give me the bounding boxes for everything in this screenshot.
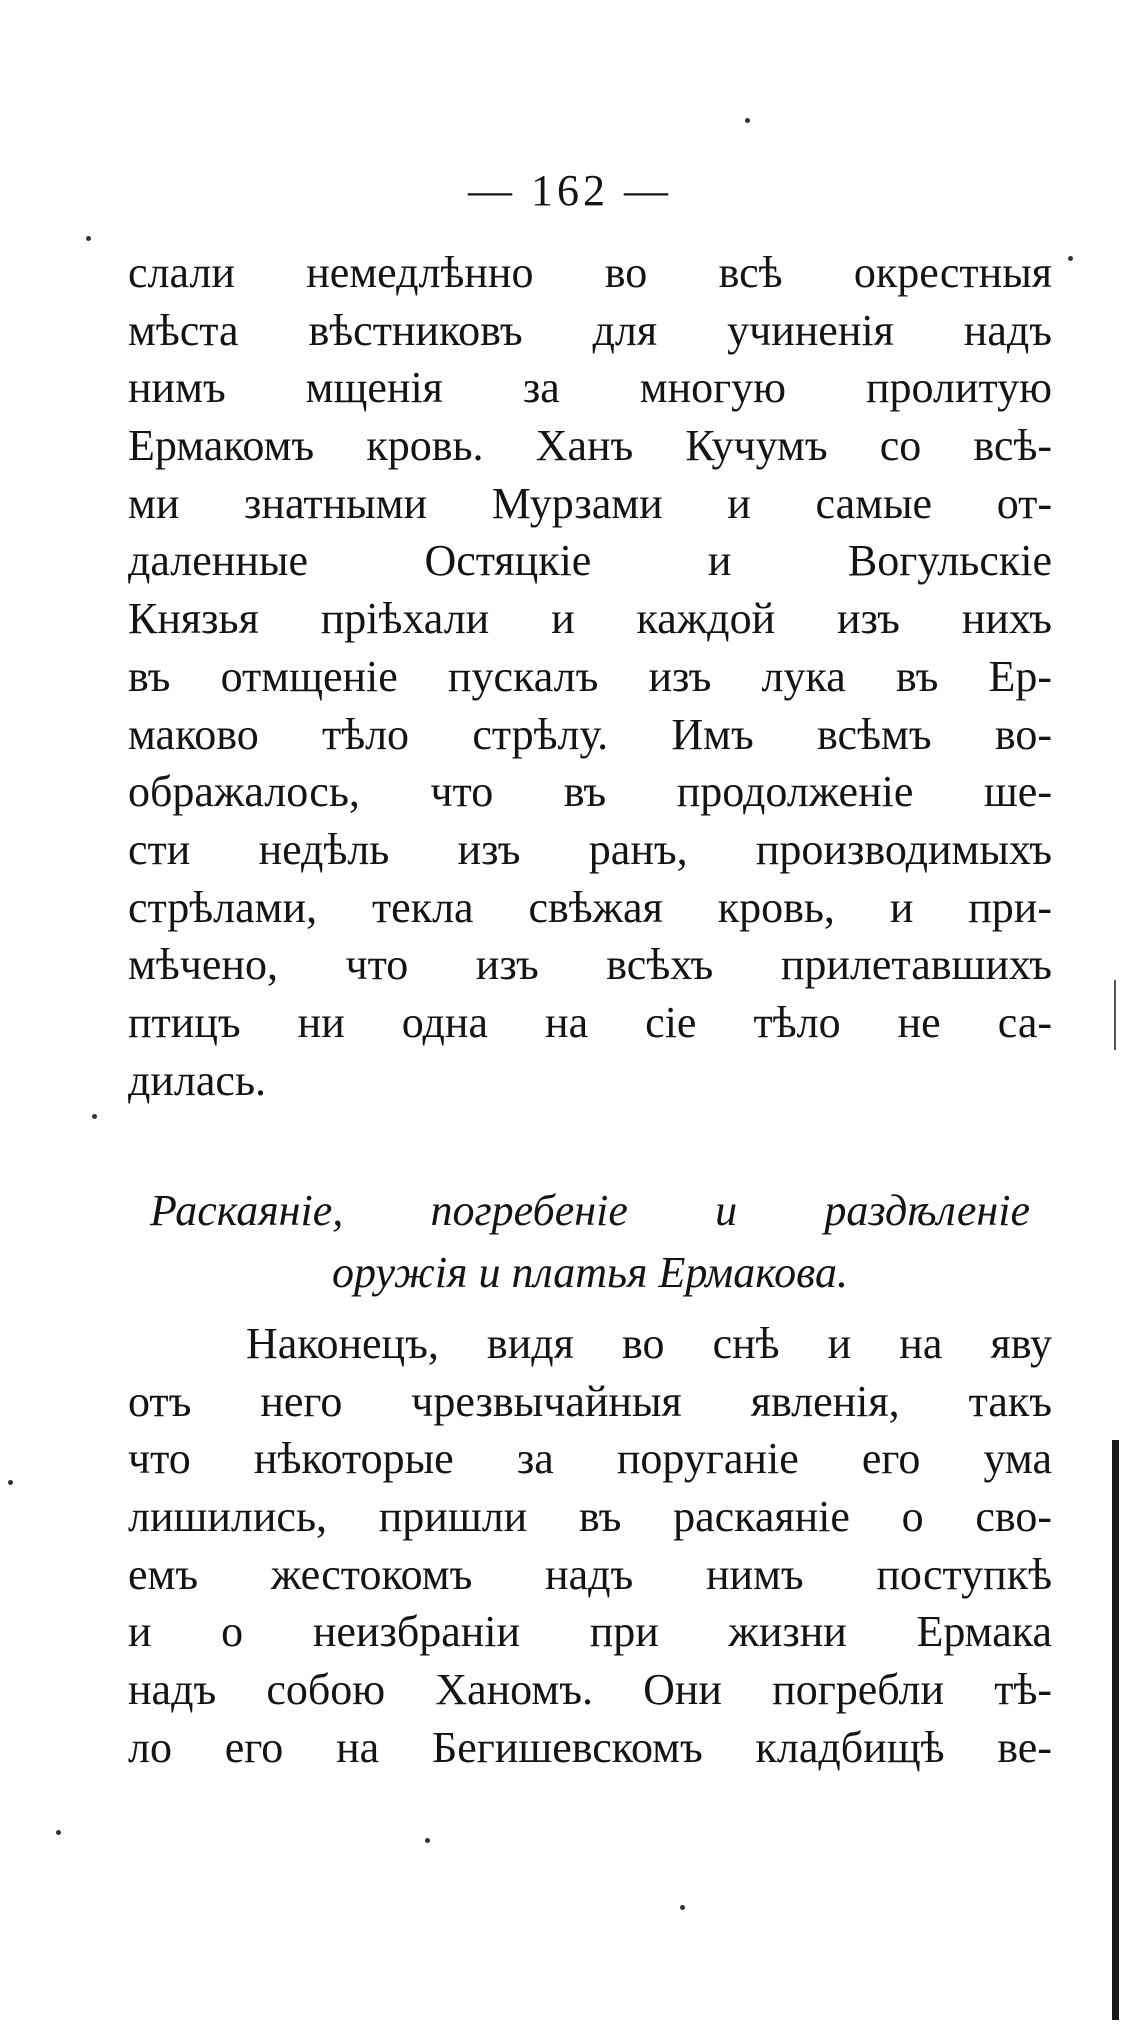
text-line: дилась.	[128, 1055, 267, 1105]
paragraph-2	[128, 1315, 1052, 1777]
paper-speck	[86, 236, 91, 241]
text-line: нимъ мщенія за многую пролитую	[128, 363, 1052, 413]
text-line: ми знатными Мурзами и самые от-	[128, 478, 1052, 528]
text-line: надъ собою Ханомъ. Они погребли тѣ-	[128, 1665, 1052, 1715]
text-line: емъ жестокомъ надъ нимъ поступкѣ	[128, 1549, 1052, 1599]
paper-speck	[680, 1905, 685, 1910]
paper-speck	[1068, 256, 1073, 261]
text-line: Наконецъ, видя во снѣ и на яву	[246, 1319, 1052, 1368]
page-edge-shadow	[1114, 980, 1116, 1050]
paper-speck	[8, 1480, 13, 1485]
paper-speck	[425, 1838, 430, 1843]
text-line: отъ него чрезвычайныя явленія, такъ	[128, 1376, 1052, 1426]
paragraph-1	[128, 244, 1052, 1109]
paper-speck	[92, 1114, 97, 1119]
heading-line: Раскаяніе, погребеніе и раздѣленіе	[150, 1186, 1030, 1235]
text-line: даленные Остяцкіе и Вогульскіе	[128, 536, 1052, 586]
text-line: ло его на Бегишевскомъ кладбищѣ ве-	[128, 1722, 1052, 1772]
text-line: и о неизбраніи при жизни Ермака	[128, 1607, 1052, 1657]
text-line: въ отмщеніе пускалъ изъ лука въ Ер-	[128, 651, 1052, 701]
text-line: лишились, пришли въ раскаяніе о сво-	[128, 1492, 1052, 1542]
page-edge-shadow	[1112, 1440, 1119, 2020]
text-line: маково тѣло стрѣлу. Имъ всѣмъ во-	[128, 709, 1052, 759]
text-line: Ермакомъ кровь. Ханъ Кучумъ со всѣ-	[128, 421, 1052, 471]
text-line: стрѣлами, текла свѣжая кровь, и при-	[128, 882, 1052, 932]
text-line: что нѣкоторые за поруганіе его ума	[128, 1434, 1052, 1484]
text-line: мѣста вѣстниковъ для учиненія надъ	[128, 305, 1052, 355]
section-heading	[150, 1180, 1030, 1304]
text-line: ображалось, что въ продолженіе ше-	[128, 767, 1052, 817]
page-number: — 162 —	[468, 166, 672, 215]
text-line: мѣчено, что изъ всѣхъ прилетавшихъ	[128, 940, 1052, 990]
heading-line: оружія и платья Ермакова.	[332, 1248, 848, 1297]
text-line: сти недѣль изъ ранъ, производимыхъ	[128, 824, 1052, 874]
text-line: Князья пріѣхали и каждой изъ нихъ	[128, 594, 1052, 644]
text-line: слали немедлѣнно во всѣ окрестныя	[128, 248, 1052, 297]
paper-speck	[745, 118, 750, 123]
text-line: птицъ ни одна на сіе тѣло не са-	[128, 997, 1052, 1047]
paper-speck	[56, 1830, 61, 1835]
